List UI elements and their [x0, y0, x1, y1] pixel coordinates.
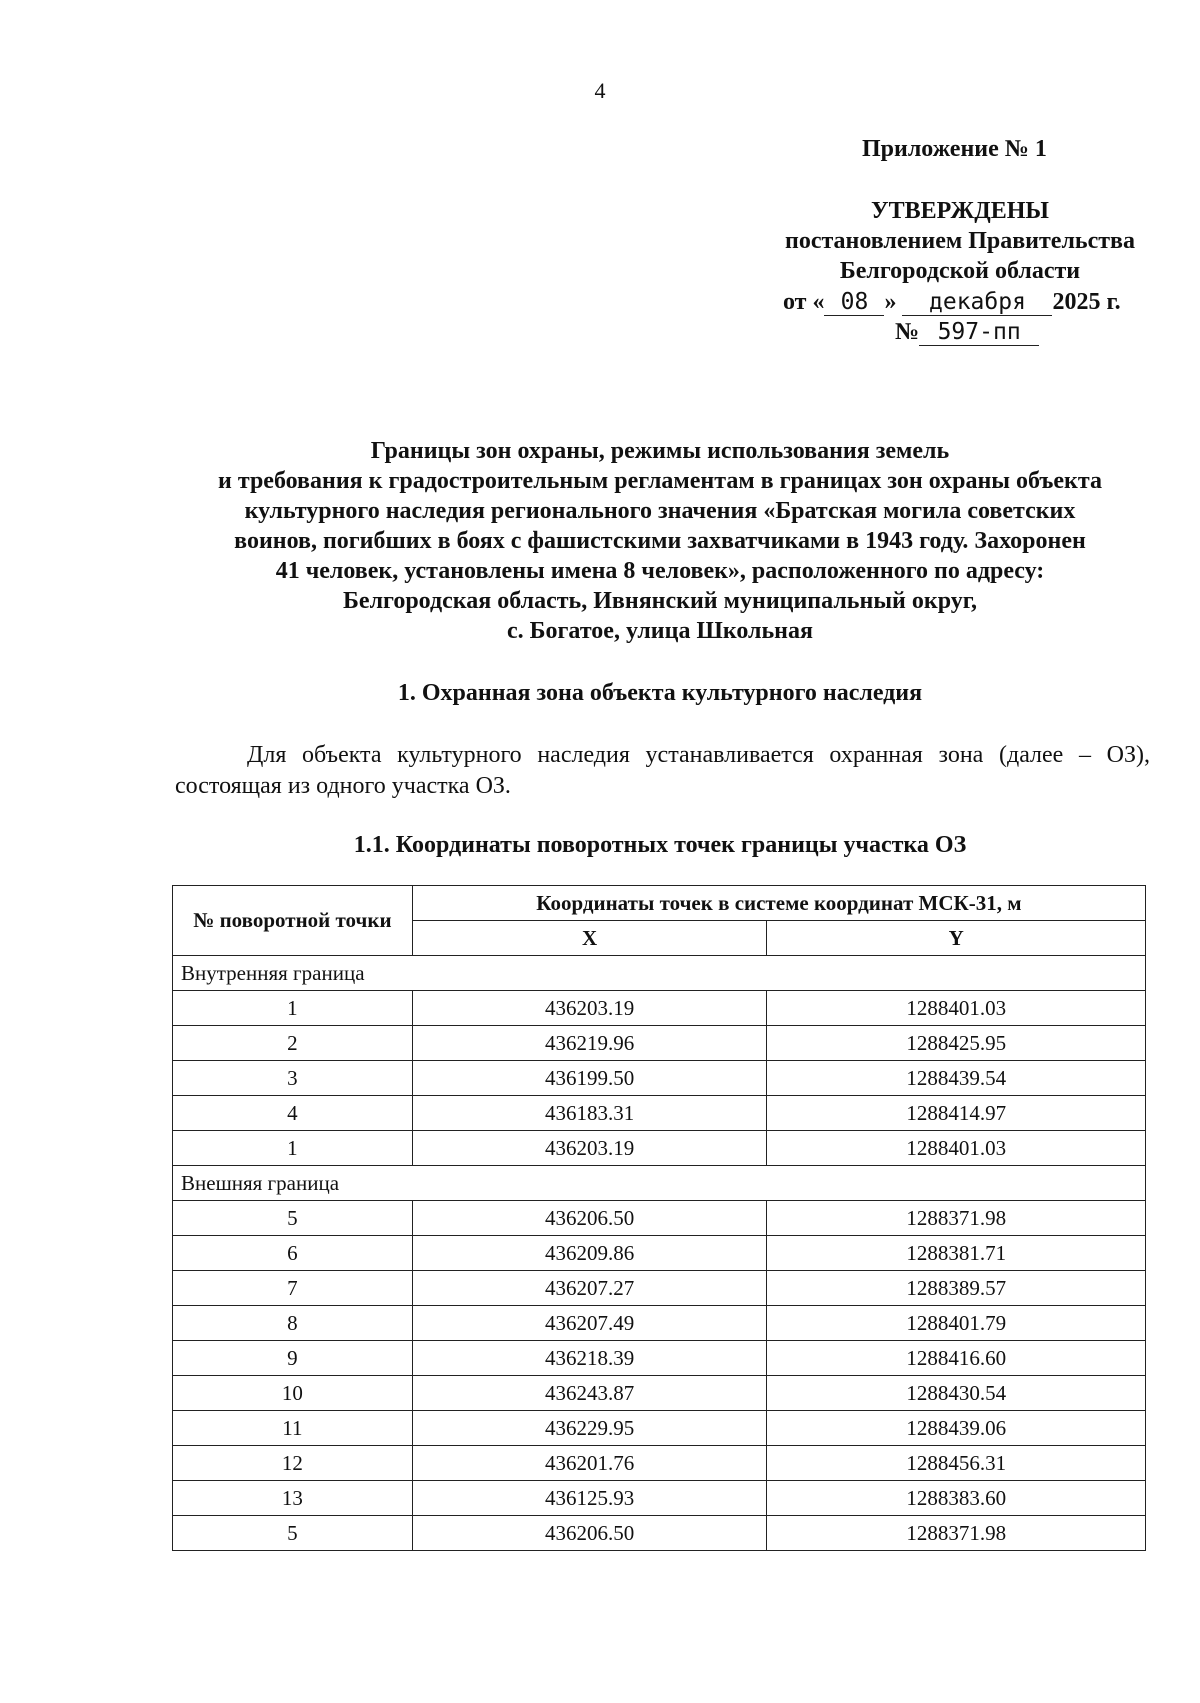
header-x: X — [412, 921, 767, 956]
table-row — [173, 1201, 1146, 1236]
table-row — [173, 1376, 1146, 1411]
cell-x: 436209.86 — [412, 1236, 767, 1271]
date-day-close: » — [884, 289, 897, 315]
cell-x: 436203.19 — [412, 1131, 767, 1166]
document-title — [170, 436, 1150, 646]
cell-x: 436199.50 — [412, 1061, 767, 1096]
table-row — [173, 991, 1146, 1026]
cell-point: 6 — [173, 1236, 413, 1271]
cell-y: 1288389.57 — [767, 1271, 1146, 1306]
cell-point: 5 — [173, 1516, 413, 1551]
coordinates-table-body — [173, 956, 1146, 1551]
table-row — [173, 1026, 1146, 1061]
cell-y: 1288401.79 — [767, 1306, 1146, 1341]
title-line: культурного наследия регионального значения «Братская могила советских — [244, 498, 1076, 524]
cell-point: 3 — [173, 1061, 413, 1096]
cell-x: 436207.27 — [412, 1271, 767, 1306]
cell-point: 4 — [173, 1096, 413, 1131]
cell-y: 1288401.03 — [767, 991, 1146, 1026]
cell-y: 1288381.71 — [767, 1236, 1146, 1271]
page-number: 4 — [594, 78, 606, 103]
table-row — [173, 1446, 1146, 1481]
cell-y: 1288414.97 — [767, 1096, 1146, 1131]
cell-point: 12 — [173, 1446, 413, 1481]
date-month: декабря — [902, 290, 1052, 316]
table-row — [173, 1481, 1146, 1516]
cell-point: 13 — [173, 1481, 413, 1516]
subsection-heading: 1.1. Координаты поворотных точек границы участка ОЗ — [353, 832, 967, 858]
table-row — [173, 1271, 1146, 1306]
table-row — [173, 1341, 1146, 1376]
cell-x: 436207.49 — [412, 1306, 767, 1341]
coordinates-table — [172, 885, 1146, 1551]
header-y: Y — [767, 921, 1146, 956]
cell-y: 1288371.98 — [767, 1516, 1146, 1551]
table-row — [173, 1061, 1146, 1096]
cell-x: 436219.96 — [412, 1026, 767, 1061]
cell-x: 436218.39 — [412, 1341, 767, 1376]
table-group-row — [173, 956, 1146, 991]
cell-point: 5 — [173, 1201, 413, 1236]
cell-point: 1 — [173, 991, 413, 1026]
cell-point: 9 — [173, 1341, 413, 1376]
title-line: 41 человек, установлены имена 8 человек», расположенного по адресу: — [275, 558, 1045, 584]
group-label: Внутренняя граница — [173, 956, 1146, 991]
approval-date-line — [783, 289, 1121, 316]
table-row — [173, 1306, 1146, 1341]
cell-y: 1288416.60 — [767, 1341, 1146, 1376]
cell-x: 436203.19 — [412, 991, 767, 1026]
header-point-number: № поворотной точки — [173, 886, 413, 956]
cell-x: 436183.31 — [412, 1096, 767, 1131]
number-prefix: № — [895, 319, 920, 345]
section-paragraph: Для объекта культурного наследия устанавливается охранная зона (далее – ОЗ), состоящая из одного участка ОЗ. — [175, 742, 1150, 799]
cell-point: 11 — [173, 1411, 413, 1446]
header-coordinates: Координаты точек в системе координат МСК-31, м — [412, 886, 1145, 921]
table-row — [173, 1131, 1146, 1166]
cell-y: 1288401.03 — [767, 1131, 1146, 1166]
cell-point: 7 — [173, 1271, 413, 1306]
cell-point: 2 — [173, 1026, 413, 1061]
cell-y: 1288456.31 — [767, 1446, 1146, 1481]
table-row — [173, 1411, 1146, 1446]
date-year: 2025 г. — [1052, 289, 1121, 315]
cell-y: 1288425.95 — [767, 1026, 1146, 1061]
cell-x: 436206.50 — [412, 1201, 767, 1236]
cell-y: 1288439.06 — [767, 1411, 1146, 1446]
title-line: Белгородская область, Ивнянский муниципальный округ, — [343, 588, 977, 614]
title-line: с. Богатое, улица Школьная — [507, 618, 813, 644]
cell-x: 436125.93 — [412, 1481, 767, 1516]
approval-block — [760, 196, 1160, 286]
table-group-row — [173, 1166, 1146, 1201]
approval-line2: Белгородской области — [839, 258, 1081, 284]
appendix-label: Приложение № 1 — [862, 136, 1047, 162]
section-heading: 1. Охранная зона объекта культурного наследия — [397, 680, 923, 706]
cell-point: 8 — [173, 1306, 413, 1341]
table-row — [173, 1236, 1146, 1271]
cell-x: 436206.50 — [412, 1516, 767, 1551]
group-label: Внешняя граница — [173, 1166, 1146, 1201]
cell-y: 1288383.60 — [767, 1481, 1146, 1516]
title-line: и требования к градостроительным регламентам в границах зон охраны объекта — [218, 468, 1102, 494]
cell-x: 436229.95 — [412, 1411, 767, 1446]
cell-x: 436201.76 — [412, 1446, 767, 1481]
cell-y: 1288430.54 — [767, 1376, 1146, 1411]
table-row — [173, 1516, 1146, 1551]
title-line: Границы зон охраны, режимы использования земель — [370, 438, 950, 464]
cell-point: 10 — [173, 1376, 413, 1411]
approval-title: УТВЕРЖДЕНЫ — [871, 198, 1049, 224]
approval-line1: постановлением Правительства — [784, 228, 1135, 254]
cell-y: 1288371.98 — [767, 1201, 1146, 1236]
cell-point: 1 — [173, 1131, 413, 1166]
date-prefix: от « — [783, 289, 825, 315]
table-row — [173, 1096, 1146, 1131]
approval-number-line — [895, 319, 1039, 346]
title-line: воинов, погибших в боях с фашистскими захватчиками в 1943 году. Захоронен — [234, 528, 1086, 554]
approval-number: 597-пп — [919, 320, 1039, 346]
cell-x: 436243.87 — [412, 1376, 767, 1411]
date-day: 08 — [824, 290, 884, 316]
cell-y: 1288439.54 — [767, 1061, 1146, 1096]
